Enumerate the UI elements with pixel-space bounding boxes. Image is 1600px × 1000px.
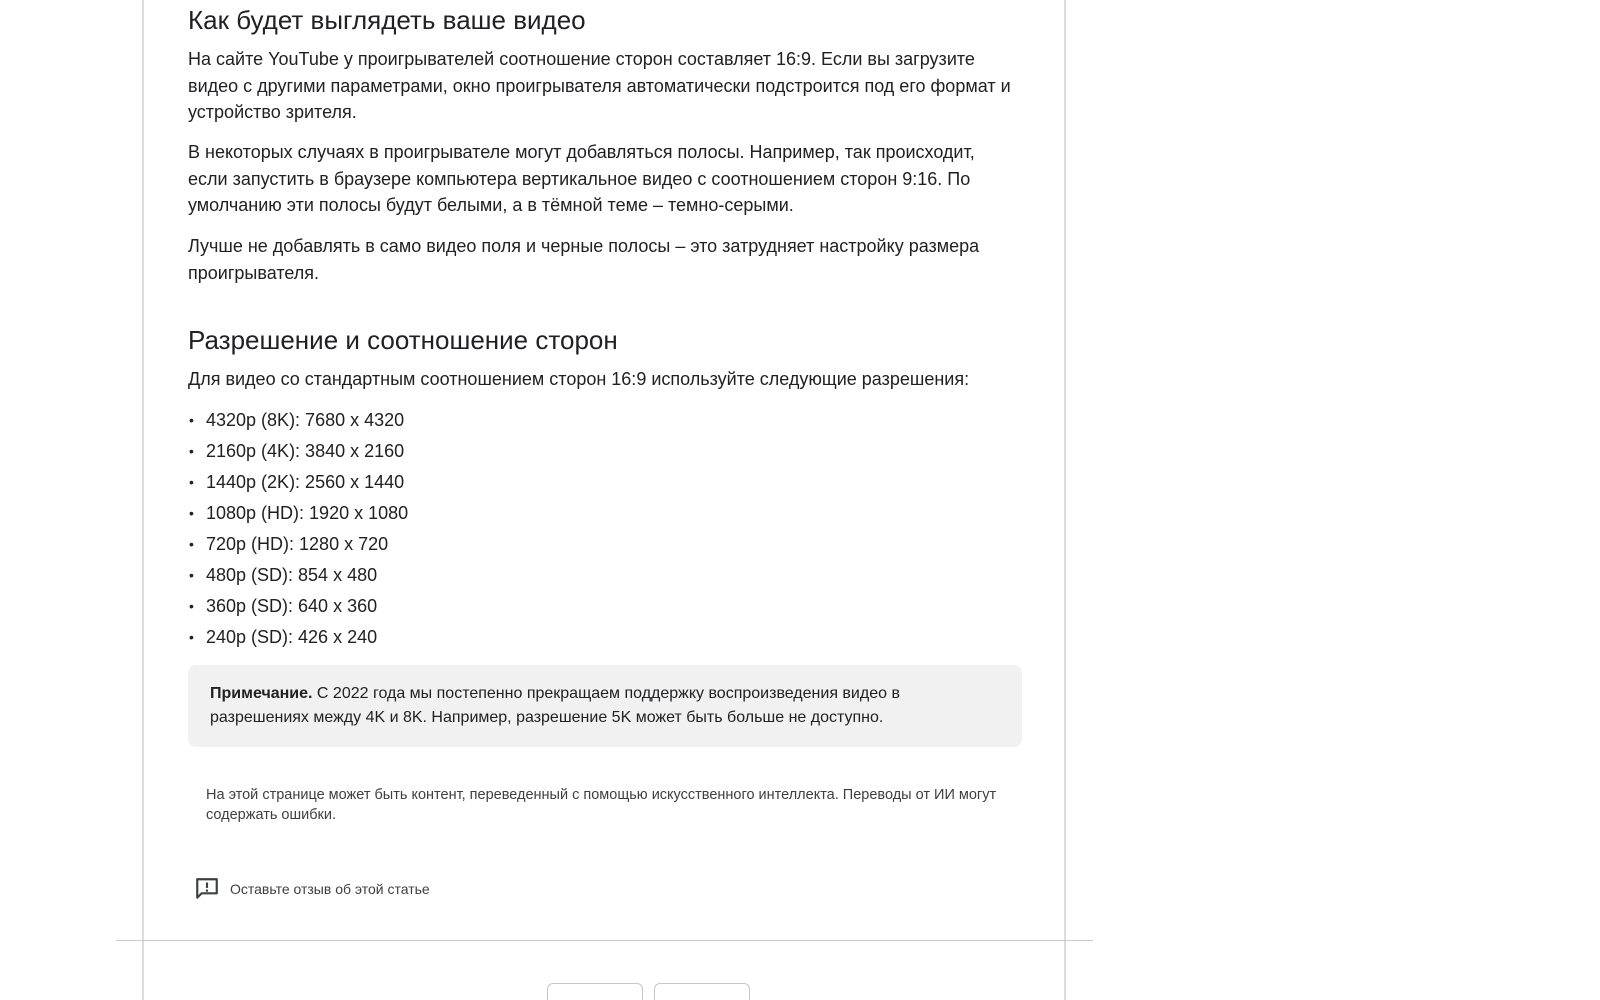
list-item: • 4320p (8K): 7680 x 4320: [188, 405, 408, 436]
footer-divider: [116, 940, 1093, 941]
feedback-label[interactable]: Оставьте отзыв об этой статье: [230, 881, 430, 897]
list-item: • 360p (SD): 640 x 360: [188, 591, 408, 622]
list-item: • 1440p (2K): 2560 x 1440: [188, 467, 408, 498]
list-item: • 2160p (4K): 3840 x 2160: [188, 436, 408, 467]
ai-translation-disclaimer: На этой странице может быть контент, переведенный с помощью искусственного интеллекта. Переводы от ИИ могут содержать ошибки.: [206, 787, 997, 823]
paragraph-player-bars: В некоторых случаях в проигрывателе могут добавляться полосы. Например, так происходит, если запустить в браузере компьютера вертикальное видео с соотношением сторон 9:16. По умолчанию эти полосы будут белыми, а в тёмной теме – темно-серыми.: [188, 142, 975, 215]
list-item: • 1080p (HD): 1920 x 1080: [188, 498, 408, 529]
note-callout: [188, 665, 1022, 747]
paragraph-aspect-ratio: На сайте YouTube у проигрывателей соотношение сторон составляет 16:9. Если вы загрузите видео с другими параметрами, окно проигрывателя автоматически подстроится под его формат и устройство зрителя.: [188, 49, 1011, 122]
section-title-video-appearance: Как будет выглядеть ваше видео: [188, 5, 586, 35]
resolution-list: [188, 405, 408, 653]
paragraph-no-black-bars: Лучше не добавлять в само видео поля и черные полосы – это затрудняет настройку размера проигрывателя.: [188, 236, 980, 283]
list-item: • 720p (HD): 1280 x 720: [188, 529, 408, 560]
vote-helpful-button[interactable]: [547, 983, 643, 1000]
feedback-icon: [194, 876, 220, 902]
note-text: С 2022 года мы постепенно прекращаем поддержку воспроизведения видео в разрешениях между 4K и 8K. Например, разрешение 5K может быть больше не доступно.: [210, 685, 900, 726]
paragraph-resolution-intro: Для видео со стандартным соотношением сторон 16:9 используйте следующие разрешения:: [188, 369, 970, 389]
note-label: Примечание.: [210, 685, 313, 702]
vote-not-helpful-button[interactable]: [654, 983, 750, 1000]
section-title-resolution: Разрешение и соотношение сторон: [188, 325, 618, 355]
list-item: • 240p (SD): 426 x 240: [188, 622, 408, 653]
feedback-link[interactable]: [194, 876, 430, 902]
list-item: • 480p (SD): 854 x 480: [188, 560, 408, 591]
